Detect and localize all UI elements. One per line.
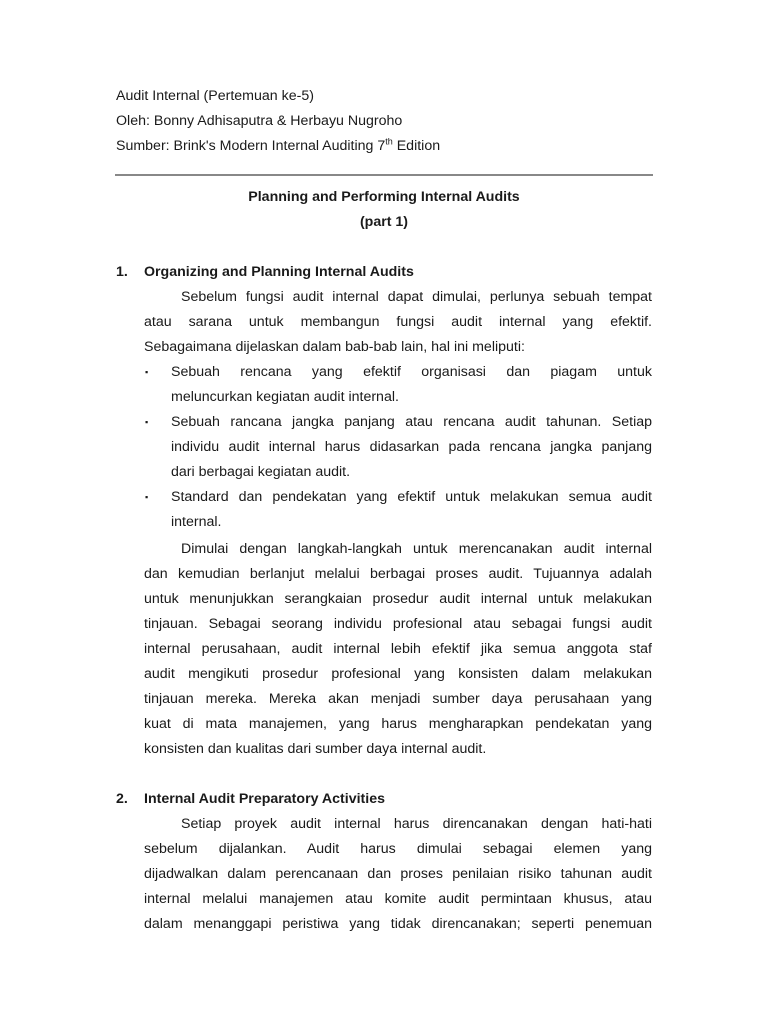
bullet-icon: ▪ <box>145 367 149 377</box>
bullet-line: dari berbagai kegiatan audit. <box>171 464 351 480</box>
paragraph-line: kuat di mata manajemen, yang harus mengharapkan pendekatan yang <box>144 716 652 732</box>
bullet-line: Standard dan pendekatan yang efektif untuk melakukan semua audit <box>171 489 652 505</box>
horizontal-rule <box>115 174 653 176</box>
paragraph-line: Dimulai dengan langkah-langkah untuk merencanakan audit internal <box>181 541 652 557</box>
paragraph-line: untuk menunjukkan serangkaian prosedur audit internal untuk melakukan <box>144 591 652 607</box>
paragraph-line: internal perusahaan, audit internal lebih efektif jika semua anggota staf <box>144 641 652 657</box>
paragraph-line: sebelum dijalankan. Audit harus dimulai sebagai elemen yang <box>144 841 652 857</box>
paragraph-line: dalam menanggapi peristiwa yang tidak direncanakan; seperti penemuan <box>144 916 652 932</box>
bullet-icon: ▪ <box>145 417 149 427</box>
section1-number: 1. <box>116 264 128 280</box>
paragraph-line: Sebelum fungsi audit internal dapat dimulai, perlunya sebuah tempat <box>181 289 652 305</box>
section2-number: 2. <box>116 791 128 807</box>
document-subtitle: (part 1) <box>359 214 409 230</box>
bullet-line: Sebuah rencana yang efektif organisasi dan piagam untuk <box>171 364 652 380</box>
paragraph-line: atau sarana untuk membangun fungsi audit internal yang efektif. <box>144 314 652 330</box>
paragraph-line: tinjauan. Sebagai seorang individu profesional atau sebagai fungsi audit <box>144 616 652 632</box>
paragraph-line: internal melalui manajemen atau komite audit permintaan khusus, atau <box>144 891 652 907</box>
course-title: Audit Internal (Pertemuan ke-5) <box>116 88 314 104</box>
paragraph-line: dijadwalkan dalam perencanaan dan proses penilaian risiko tahunan audit <box>144 866 652 882</box>
source <box>116 134 440 159</box>
source-edition: Edition <box>392 138 441 154</box>
paragraph-line: tinjauan mereka. Mereka akan menjadi sumber daya perusahaan yang <box>144 691 652 707</box>
paragraph-line: Sebagaimana dijelaskan dalam bab-bab lain, hal ini meliputi: <box>144 339 525 355</box>
bullet-line: meluncurkan kegiatan audit internal. <box>171 389 399 405</box>
bullet-icon: ▪ <box>145 492 149 502</box>
bullet-line: internal. <box>171 514 222 530</box>
paragraph-line: audit mengikuti prosedur profesional yang konsisten dalam melakukan <box>144 666 652 682</box>
bullet-line: individu audit internal harus didasarkan pada rencana jangka panjang <box>171 439 652 455</box>
source-text: Sumber: Brink's Modern Internal Auditing 7 <box>116 138 386 154</box>
paragraph-line: dan kemudian berlanjut melalui berbagai proses audit. Tujuannya adalah <box>144 566 652 582</box>
source-superscript: th <box>385 136 393 147</box>
section2-heading: Internal Audit Preparatory Activities <box>144 791 385 807</box>
paragraph-line: Setiap proyek audit internal harus direncanakan dengan hati-hati <box>181 816 652 832</box>
document-title: Planning and Performing Internal Audits <box>248 189 520 205</box>
bullet-line: Sebuah rancana jangka panjang atau rencana audit tahunan. Setiap <box>171 414 652 430</box>
authors: Oleh: Bonny Adhisaputra & Herbayu Nugroho <box>116 113 403 129</box>
section1-heading: Organizing and Planning Internal Audits <box>144 264 414 280</box>
paragraph-line: konsisten dan kualitas dari sumber daya internal audit. <box>144 741 487 757</box>
